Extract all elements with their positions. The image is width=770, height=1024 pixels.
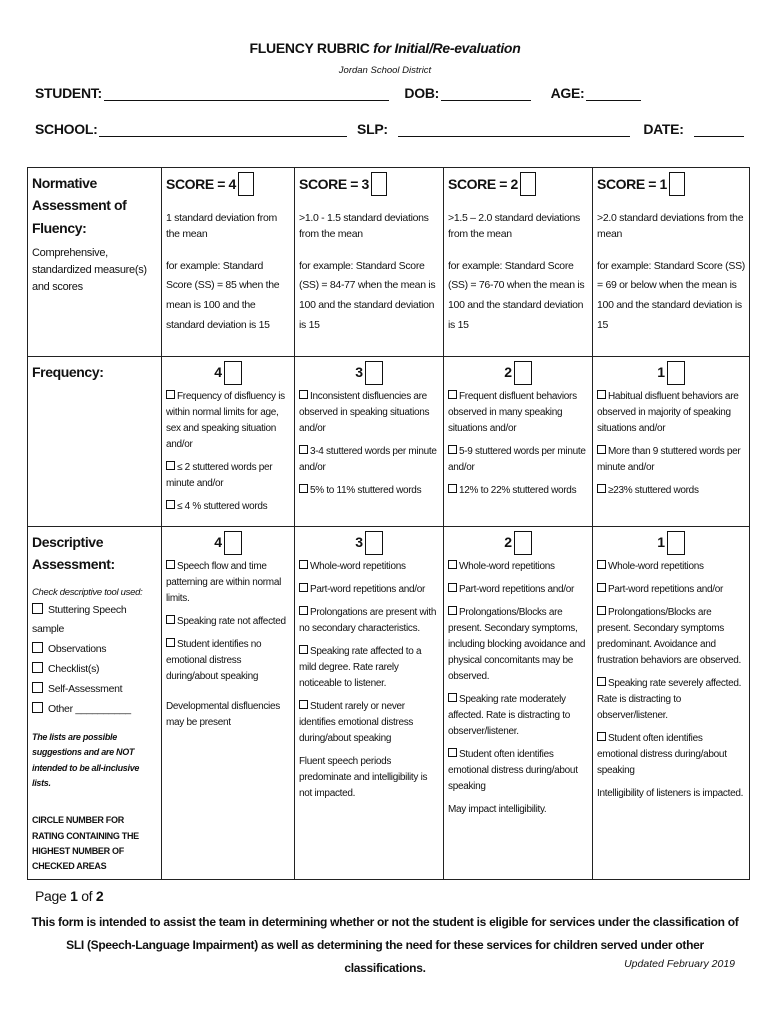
checkbox-icon[interactable] xyxy=(448,606,457,615)
student-label: STUDENT: xyxy=(35,85,102,101)
normative-score-1-cell xyxy=(593,168,750,357)
age-label: AGE: xyxy=(550,85,585,101)
checkbox-icon[interactable] xyxy=(166,638,175,647)
item-text: Speaking rate not affected xyxy=(177,616,286,627)
list-item xyxy=(597,582,745,598)
checkbox-icon[interactable] xyxy=(32,702,43,713)
tool-item xyxy=(32,660,157,680)
tool-label: Observations xyxy=(48,643,107,656)
list-item xyxy=(166,389,290,453)
item-text: Frequent disfluent behaviors observed in many speaking situations and/or xyxy=(448,391,577,434)
slp-label: SLP: xyxy=(357,121,388,137)
list-item xyxy=(597,389,745,437)
list-item xyxy=(166,559,290,607)
checkbox-icon[interactable] xyxy=(166,500,175,509)
frequency-number-3 xyxy=(299,361,439,385)
item-text: Part-word repetitions and/or xyxy=(310,584,425,595)
checkbox-icon[interactable] xyxy=(166,615,175,624)
descriptive-number-2 xyxy=(448,531,588,555)
item-text: Whole-word repetitions xyxy=(459,561,555,572)
page-number: 1 xyxy=(70,888,78,904)
number-label: 1 xyxy=(657,534,665,551)
frequency-header-cell xyxy=(28,357,162,527)
descriptive-4-checkbox[interactable] xyxy=(224,531,242,555)
age-field[interactable] xyxy=(586,86,641,101)
checkbox-icon[interactable] xyxy=(166,560,175,569)
updated-date: Updated February 2019 xyxy=(624,958,735,970)
page-total: 2 xyxy=(95,888,104,904)
normative-row xyxy=(28,168,750,357)
item-text: Speech flow and time patterning are within normal limits. xyxy=(166,561,281,604)
score-4-checkbox[interactable] xyxy=(238,172,254,196)
score-1-header xyxy=(597,172,745,196)
number-label: 3 xyxy=(355,364,363,381)
list-item xyxy=(166,614,290,630)
item-text: ≥23% stuttered words xyxy=(608,485,699,496)
descriptive-header-cell xyxy=(28,527,162,880)
checkbox-icon[interactable] xyxy=(166,461,175,470)
checkbox-icon[interactable] xyxy=(448,583,457,592)
score-2-checkbox[interactable] xyxy=(520,172,536,196)
tool-label: Stuttering Speech sample xyxy=(32,603,127,636)
school-row xyxy=(35,121,744,137)
list-item xyxy=(448,559,588,575)
list-item xyxy=(597,605,745,669)
item-text: Speaking rate severely affected. Rate is distracting to observer/listener. xyxy=(597,678,742,721)
descriptive-3-checkbox[interactable] xyxy=(365,531,383,555)
checkbox-icon[interactable] xyxy=(299,606,308,615)
tool-item xyxy=(32,700,157,720)
normative-example-2: for example: Standard Score (SS) = 76-70 when the mean is 100 and the standard deviation is 15 xyxy=(448,259,585,332)
descriptive-title: Descriptive Assessment: xyxy=(32,534,115,573)
normative-example-3: for example: Standard Score (SS) = 84-77 when the mean is 100 and the standard deviation is 15 xyxy=(299,259,436,332)
number-label: 1 xyxy=(657,364,665,381)
item-text: More than 9 stuttered words per minute and/or xyxy=(597,446,741,473)
descriptive-number-3 xyxy=(299,531,439,555)
page-prefix: Page xyxy=(35,888,67,904)
normative-score-3-cell xyxy=(295,168,444,357)
frequency-3-checkbox[interactable] xyxy=(365,361,383,385)
frequency-row xyxy=(28,357,750,527)
item-text: ≤ 4 % stuttered words xyxy=(177,501,268,512)
list-item xyxy=(448,483,588,499)
checkbox-icon[interactable] xyxy=(597,560,606,569)
frequency-number-1 xyxy=(597,361,745,385)
tool-item xyxy=(32,680,157,700)
normative-criteria-3: >1.0 - 1.5 standard deviations from the mean xyxy=(299,212,429,241)
checkbox-icon[interactable] xyxy=(448,484,457,493)
descriptive-number-4 xyxy=(166,531,290,555)
student-row xyxy=(35,85,641,101)
checkbox-icon[interactable] xyxy=(597,732,606,741)
score-3-label: SCORE = 3 xyxy=(299,175,369,192)
checkbox-icon[interactable] xyxy=(448,445,457,454)
form-title xyxy=(0,40,770,56)
page-of: of xyxy=(81,888,93,904)
list-item xyxy=(448,747,588,795)
descriptive-score-3-cell xyxy=(295,527,444,880)
checkbox-icon[interactable] xyxy=(597,677,606,686)
normative-title: Normative Assessment of Fluency: xyxy=(32,175,127,236)
frequency-4-checkbox[interactable] xyxy=(224,361,242,385)
score-3-header xyxy=(299,172,439,196)
school-field[interactable] xyxy=(99,122,347,137)
checkbox-icon[interactable] xyxy=(299,583,308,592)
item-text: Whole-word repetitions xyxy=(310,561,406,572)
item-text: 5% to 11% stuttered words xyxy=(310,485,422,496)
item-text: Part-word repetitions and/or xyxy=(608,584,723,595)
list-item xyxy=(597,444,745,476)
list-item xyxy=(299,699,439,747)
tool-label: Checklist(s) xyxy=(48,663,100,676)
date-field[interactable] xyxy=(694,122,744,137)
checkbox-icon[interactable] xyxy=(299,645,308,654)
normative-score-2-cell xyxy=(444,168,593,357)
frequency-score-4-cell xyxy=(162,357,295,527)
list-item xyxy=(448,444,588,476)
score-4-label: SCORE = 4 xyxy=(166,175,236,192)
frequency-title: Frequency: xyxy=(32,364,104,380)
frequency-score-2-cell xyxy=(444,357,593,527)
dob-field[interactable] xyxy=(441,86,531,101)
item-text: ≤ 2 stuttered words per minute and/or xyxy=(166,462,273,489)
plain-note: Intelligibility of listeners is impacted. xyxy=(597,788,744,799)
item-text: Prolongations are present with no secondary characteristics. xyxy=(299,607,437,634)
score-3-checkbox[interactable] xyxy=(371,172,387,196)
tool-label: Other __________ xyxy=(48,703,131,716)
normative-criteria-4: 1 standard deviation from the mean xyxy=(166,212,277,241)
item-text: Student identifies no emotional distress during/about speaking xyxy=(166,639,262,682)
score-1-checkbox[interactable] xyxy=(669,172,685,196)
tool-item xyxy=(32,601,157,641)
slp-field[interactable] xyxy=(398,122,630,137)
list-item xyxy=(166,460,290,492)
list-item xyxy=(166,637,290,685)
title-italic: for Initial/Re-evaluation xyxy=(373,40,521,56)
frequency-1-checkbox[interactable] xyxy=(667,361,685,385)
school-label: SCHOOL: xyxy=(35,121,98,137)
list-item xyxy=(597,676,745,724)
list-item xyxy=(448,582,588,598)
normative-criteria-2: >1.5 – 2.0 standard deviations from the mean xyxy=(448,212,580,241)
district-name: Jordan School District xyxy=(338,65,432,76)
checkbox-icon[interactable] xyxy=(597,484,606,493)
item-text: 5-9 stuttered words per minute and/or xyxy=(448,446,586,473)
score-2-label: SCORE = 2 xyxy=(448,175,518,192)
checkbox-icon[interactable] xyxy=(32,603,43,614)
checkbox-icon[interactable] xyxy=(597,606,606,615)
normative-subtitle: Comprehensive, standardized measure(s) and scores xyxy=(32,247,147,294)
normative-example-1: for example: Standard Score (SS) = 69 or below when the mean is 100 and the standard deviation is 15 xyxy=(597,259,745,332)
number-label: 4 xyxy=(214,364,222,381)
checkbox-icon[interactable] xyxy=(448,390,457,399)
checkbox-icon[interactable] xyxy=(448,560,457,569)
page-indicator xyxy=(35,888,103,904)
list-item xyxy=(299,444,439,476)
item-text: Habitual disfluent behaviors are observed in majority of speaking situations and/or xyxy=(597,391,739,434)
descriptive-2-checkbox[interactable] xyxy=(514,531,532,555)
list-item xyxy=(597,483,745,499)
rubric-table xyxy=(27,167,750,880)
student-field[interactable] xyxy=(104,86,389,101)
list-item xyxy=(166,499,290,515)
item-text: Frequency of disfluency is within normal limits for age, sex and speaking situation and/or xyxy=(166,391,285,450)
checkbox-icon[interactable] xyxy=(299,484,308,493)
eligibility-note: This form is intended to assist the team in determining whether or not the student is eligible for services under the classification of SLI (Speech-Language Impairment) as well as determining the need for these services for children served under other classifications. xyxy=(31,915,739,975)
frequency-score-1-cell xyxy=(593,357,750,527)
number-label: 2 xyxy=(504,364,512,381)
list-item xyxy=(448,605,588,685)
list-item xyxy=(597,731,745,779)
item-text: Prolongations/Blocks are present. Secondary symptoms predominant. Avoidance and frustration behaviors are observed. xyxy=(597,607,742,666)
item-text: Prolongations/Blocks are present. Secondary symptoms, including blocking avoidance and physical concomitants may be observed. xyxy=(448,607,586,682)
title-main: FLUENCY RUBRIC xyxy=(249,40,370,56)
list-item xyxy=(299,483,439,499)
list-item xyxy=(299,389,439,437)
descriptive-1-checkbox[interactable] xyxy=(667,531,685,555)
normative-criteria-1: >2.0 standard deviations from the mean xyxy=(597,212,744,241)
checkbox-icon[interactable] xyxy=(597,390,606,399)
checkbox-icon[interactable] xyxy=(32,682,43,693)
item-text: 12% to 22% stuttered words xyxy=(459,485,577,496)
lists-note: The lists are possible suggestions and are NOT intended to be all-inclusive lists. xyxy=(32,732,140,789)
item-text: Whole-word repetitions xyxy=(608,561,704,572)
item-text: Student often identifies emotional distress during/about speaking xyxy=(597,733,727,776)
checkbox-icon[interactable] xyxy=(32,662,43,673)
item-text: Part-word repetitions and/or xyxy=(459,584,574,595)
list-item xyxy=(299,644,439,692)
checkbox-icon[interactable] xyxy=(166,390,175,399)
number-label: 3 xyxy=(355,534,363,551)
tool-item xyxy=(32,640,157,660)
checkbox-icon[interactable] xyxy=(32,642,43,653)
dob-label: DOB: xyxy=(404,85,439,101)
frequency-number-4 xyxy=(166,361,290,385)
frequency-number-2 xyxy=(448,361,588,385)
item-text: Student rarely or never identifies emotional distress during/about speaking xyxy=(299,701,414,744)
checkbox-icon[interactable] xyxy=(597,583,606,592)
normative-example-4: for example: Standard Score (SS) = 85 when the mean is 100 and the standard deviation is 15 xyxy=(166,259,280,332)
score-2-header xyxy=(448,172,588,196)
checkbox-icon[interactable] xyxy=(448,693,457,702)
list-item xyxy=(448,692,588,740)
number-label: 4 xyxy=(214,534,222,551)
frequency-2-checkbox[interactable] xyxy=(514,361,532,385)
item-text: Inconsistent disfluencies are observed in speaking situations and/or xyxy=(299,391,430,434)
plain-note: May impact intelligibility. xyxy=(448,804,547,815)
descriptive-number-1 xyxy=(597,531,745,555)
frequency-score-3-cell xyxy=(295,357,444,527)
plain-note: Developmental disfluencies may be present xyxy=(166,701,280,728)
list-item xyxy=(299,582,439,598)
checkbox-icon[interactable] xyxy=(299,560,308,569)
item-text: Speaking rate affected to a mild degree. Rate rarely noticeable to listener. xyxy=(299,646,422,689)
plain-note: Fluent speech periods predominate and intelligibility is not impacted. xyxy=(299,756,428,799)
checkbox-icon[interactable] xyxy=(299,390,308,399)
check-tool-label: Check descriptive tool used: xyxy=(32,586,143,598)
tool-list xyxy=(32,601,157,721)
descriptive-score-4-cell xyxy=(162,527,295,880)
checkbox-icon[interactable] xyxy=(597,445,606,454)
normative-header-cell xyxy=(28,168,162,357)
circle-instruction: CIRCLE NUMBER FOR RATING CONTAINING THE HIGHEST NUMBER OF CHECKED AREAS xyxy=(32,815,139,872)
item-text: Speaking rate moderately affected. Rate is distracting to observer/listener. xyxy=(448,694,570,737)
descriptive-score-2-cell xyxy=(444,527,593,880)
item-text: Student often identifies emotional distress during/about speaking xyxy=(448,749,578,792)
list-item xyxy=(448,389,588,437)
list-item xyxy=(597,559,745,575)
descriptive-row xyxy=(28,527,750,880)
score-4-header xyxy=(166,172,290,196)
item-text: 3-4 stuttered words per minute and/or xyxy=(299,446,437,473)
list-item xyxy=(299,559,439,575)
normative-score-4-cell xyxy=(162,168,295,357)
number-label: 2 xyxy=(504,534,512,551)
date-label: DATE: xyxy=(643,121,684,137)
score-1-label: SCORE = 1 xyxy=(597,175,667,192)
checkbox-icon[interactable] xyxy=(299,445,308,454)
tool-label: Self-Assessment xyxy=(48,683,123,696)
descriptive-score-1-cell xyxy=(593,527,750,880)
list-item xyxy=(299,605,439,637)
checkbox-icon[interactable] xyxy=(448,748,457,757)
checkbox-icon[interactable] xyxy=(299,700,308,709)
